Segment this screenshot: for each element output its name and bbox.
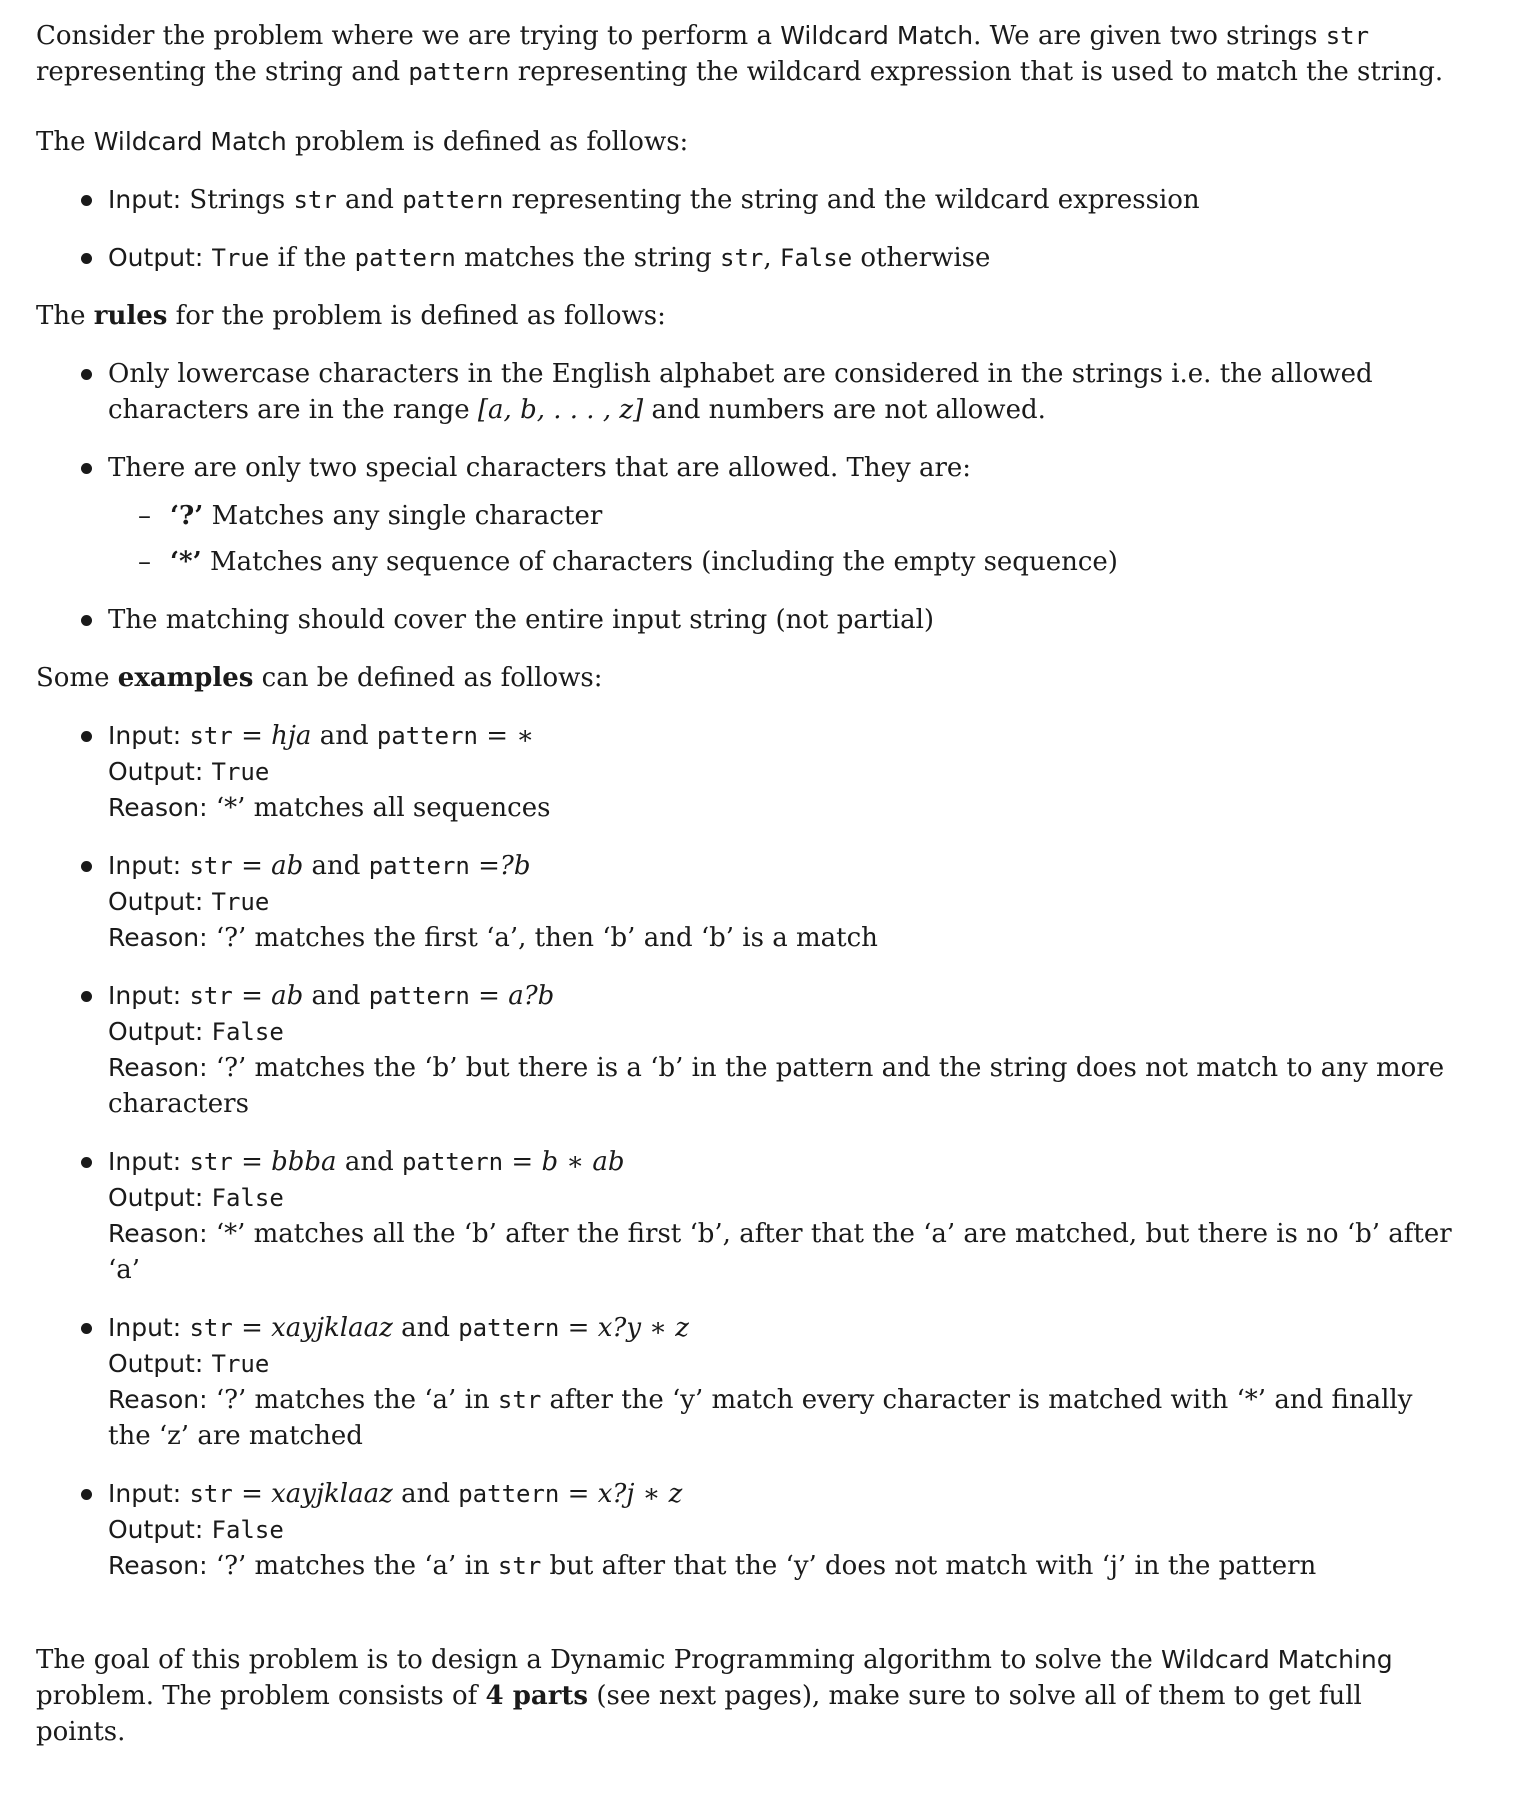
code-pattern: pattern (401, 1148, 504, 1176)
example-reason-line (108, 790, 1456, 826)
code-str: str (189, 1314, 233, 1342)
equals-sign: = (567, 1479, 590, 1509)
output-label: Output: (108, 1183, 204, 1212)
example-pattern-value: a?b (508, 981, 555, 1011)
goal-text: The goal of this problem is to design a Dynamic Programming algorithm to solve the (36, 1645, 1161, 1675)
special-char-item (108, 498, 1456, 534)
definition-list (36, 182, 1456, 276)
and-text: and (311, 981, 361, 1011)
special-char-item (108, 544, 1456, 580)
example-input-line (108, 1144, 1456, 1180)
example-output-value: False (211, 1184, 284, 1212)
example-input-line (108, 978, 1456, 1014)
example-reason-line (108, 920, 1456, 956)
rule-text: and numbers are not allowed. (643, 395, 1046, 425)
example-str-value: ab (271, 851, 304, 881)
code-pattern: pattern (402, 186, 504, 214)
rule-item (36, 602, 1456, 638)
intro-text: Consider the problem where we are trying to perform a (36, 21, 781, 51)
example-reason-text: ‘*’ matches all the ‘b’ after the first ‘b’, after that the ‘a’ are matched, but there is no ‘b’ after ‘a’ (108, 1219, 1452, 1285)
input-label: Input: (108, 981, 182, 1010)
example-reason-line (108, 1050, 1456, 1122)
and-text: and (401, 1313, 450, 1343)
and-text: and (344, 1147, 394, 1177)
and-text: and (401, 1479, 450, 1509)
output-label: Output: (108, 243, 204, 272)
equals-sign: = (241, 1313, 263, 1343)
rule-text: The matching should cover the entire input string (not partial) (108, 605, 935, 635)
problem-term: Wildcard Matching (1161, 1645, 1393, 1674)
example-output-line (108, 1014, 1456, 1050)
equals-sign: = (241, 1479, 263, 1509)
code-false: False (779, 244, 853, 272)
rules-heading (36, 298, 1456, 334)
rule-text: There are only two special characters that are allowed. They are: (108, 453, 972, 483)
example-output-value: True (211, 888, 270, 916)
equals-sign: = (241, 1147, 263, 1177)
code-str: str (189, 852, 233, 880)
intro-paragraph (36, 18, 1456, 90)
code-true: True (211, 244, 270, 272)
example-input-line (108, 718, 1456, 754)
example-str-value: bbba (271, 1147, 337, 1177)
input-label: Input: (108, 851, 182, 880)
reason-label: Reason: (108, 1551, 208, 1580)
rule-item (36, 450, 1456, 580)
example-str-value: xayjklaaz (271, 1313, 393, 1343)
examples-bold: examples (117, 663, 254, 693)
item-text: representing the string and the wildcard expression (503, 185, 1200, 215)
example-input-line (108, 1310, 1456, 1346)
example-reason-line (108, 1548, 1456, 1584)
example-pattern-value: x?j ∗ z (597, 1479, 683, 1509)
output-label: Output: (108, 1017, 204, 1046)
and-text: and (319, 721, 369, 751)
code-str: str (497, 1552, 542, 1580)
example-input-line (108, 848, 1456, 884)
example-str-value: ab (271, 981, 304, 1011)
example-str-value: hja (271, 721, 312, 751)
code-str: str (189, 1480, 233, 1508)
rule-text: Only lowercase characters in the English alphabet are considered in the strings i.e. the allowed characters are in the range (108, 359, 1373, 425)
example-reason-text: ‘*’ matches all sequences (215, 793, 551, 823)
item-text: if the (269, 243, 355, 273)
item-text: and (336, 185, 403, 215)
equals-sign: = (241, 851, 263, 881)
code-str: str (497, 1386, 542, 1414)
example-reason-text: ‘?’ matches the ‘a’ in (215, 1385, 498, 1415)
question-symbol: ‘?’ (170, 501, 204, 531)
range-math: [a, b, . . . , z] (477, 395, 644, 425)
example-output-line (108, 1180, 1456, 1216)
input-label: Input: (108, 1147, 182, 1176)
equals-sign: = (511, 1147, 534, 1177)
example-output-value: True (211, 758, 270, 786)
example-pattern-value: b ∗ ab (541, 1147, 625, 1177)
intro-text: . We are given two strings (973, 21, 1326, 51)
input-label: Input: (108, 185, 182, 214)
intro-text: representing the wildcard expression that is used to match the string. (509, 57, 1444, 87)
example-reason-line (108, 1216, 1456, 1288)
input-label: Input: (108, 1313, 182, 1342)
intro-text: representing the string and (36, 57, 409, 87)
heading-text: problem is defined as follows: (286, 127, 689, 157)
equals-sign: = (478, 981, 500, 1011)
example-output-value: False (211, 1018, 284, 1046)
heading-text: The (36, 301, 94, 331)
equals-sign: = (486, 721, 509, 751)
example-item (36, 718, 1456, 826)
code-pattern: pattern (408, 58, 510, 86)
example-output-line (108, 754, 1456, 790)
example-item (36, 1144, 1456, 1288)
rules-bold: rules (93, 301, 168, 331)
special-chars-list (108, 498, 1456, 580)
input-label: Input: (108, 1479, 182, 1508)
item-text: matches the string (455, 243, 720, 273)
example-output-line (108, 1346, 1456, 1382)
reason-label: Reason: (108, 1385, 208, 1414)
item-text: otherwise (852, 243, 991, 273)
example-input-line (108, 1476, 1456, 1512)
example-pattern-value: ∗ (516, 721, 535, 751)
item-text: Strings (181, 185, 294, 215)
example-item (36, 1310, 1456, 1454)
reason-label: Reason: (108, 1219, 208, 1248)
equals-sign: = (478, 851, 500, 881)
rule-item (36, 356, 1456, 428)
definition-output-item (36, 240, 1456, 276)
code-str: str (720, 244, 764, 272)
code-pattern: pattern (458, 1480, 560, 1508)
example-output-line (108, 884, 1456, 920)
output-label: Output: (108, 887, 204, 916)
reason-label: Reason: (108, 923, 208, 952)
equals-sign: = (241, 721, 263, 751)
heading-text: can be defined as follows: (253, 663, 603, 693)
code-str: str (189, 1148, 233, 1176)
example-pattern-value: ?b (499, 851, 531, 881)
problem-term: Wildcard Match (93, 127, 287, 156)
example-output-line (108, 1512, 1456, 1548)
equals-sign: = (567, 1313, 590, 1343)
parts-bold: 4 parts (485, 1681, 589, 1711)
star-symbol: ‘*’ (170, 547, 202, 577)
rules-list (36, 356, 1456, 638)
examples-heading (36, 660, 1456, 696)
example-output-value: False (211, 1516, 284, 1544)
code-pattern: pattern (368, 852, 470, 880)
problem-term: Wildcard Match (780, 21, 974, 50)
example-reason-text: ‘?’ matches the ‘b’ but there is a ‘b’ in the pattern and the string does not match to any more characters (108, 1053, 1445, 1119)
heading-text: for the problem is defined as follows: (167, 301, 666, 331)
output-label: Output: (108, 1349, 204, 1378)
code-pattern: pattern (368, 982, 470, 1010)
code-str: str (189, 722, 233, 750)
goal-paragraph (36, 1642, 1456, 1750)
example-reason-text: after the ‘y’ match every character is matched with ‘*’ and finally the ‘z’ are matched (108, 1385, 1413, 1451)
example-output-value: True (211, 1350, 270, 1378)
example-reason-line (108, 1382, 1456, 1454)
output-label: Output: (108, 1515, 204, 1544)
rule-text: Matches any sequence of characters (including the empty sequence) (201, 547, 1118, 577)
code-str: str (189, 982, 233, 1010)
example-str-value: xayjklaaz (271, 1479, 393, 1509)
code-str: str (1325, 22, 1370, 50)
examples-list (36, 718, 1456, 1584)
code-pattern: pattern (376, 722, 479, 750)
input-label: Input: (108, 721, 182, 750)
code-str: str (293, 186, 337, 214)
example-pattern-value: x?y ∗ z (597, 1313, 689, 1343)
example-reason-text: ‘?’ matches the first ‘a’, then ‘b’ and ‘b’ is a match (215, 923, 878, 953)
example-item (36, 1476, 1456, 1584)
heading-text: Some (36, 663, 118, 693)
reason-label: Reason: (108, 1053, 208, 1082)
code-pattern: pattern (354, 244, 456, 272)
output-label: Output: (108, 757, 204, 786)
definition-heading (36, 124, 1456, 160)
goal-text: (see next pages), make sure to solve all of them to get full points. (36, 1681, 1362, 1747)
example-item (36, 848, 1456, 956)
definition-input-item (36, 182, 1456, 218)
example-reason-text: but after that the ‘y’ does not match with ‘j’ in the pattern (541, 1551, 1317, 1581)
code-pattern: pattern (458, 1314, 560, 1342)
rule-text: Matches any single character (203, 501, 603, 531)
goal-text: problem. The problem consists of (36, 1681, 486, 1711)
document-page (36, 18, 1456, 1750)
example-item (36, 978, 1456, 1122)
example-reason-text: ‘?’ matches the ‘a’ in (215, 1551, 498, 1581)
equals-sign: = (241, 981, 263, 1011)
heading-text: The (36, 127, 94, 157)
item-text: , (763, 243, 780, 273)
and-text: and (311, 851, 361, 881)
reason-label: Reason: (108, 793, 208, 822)
